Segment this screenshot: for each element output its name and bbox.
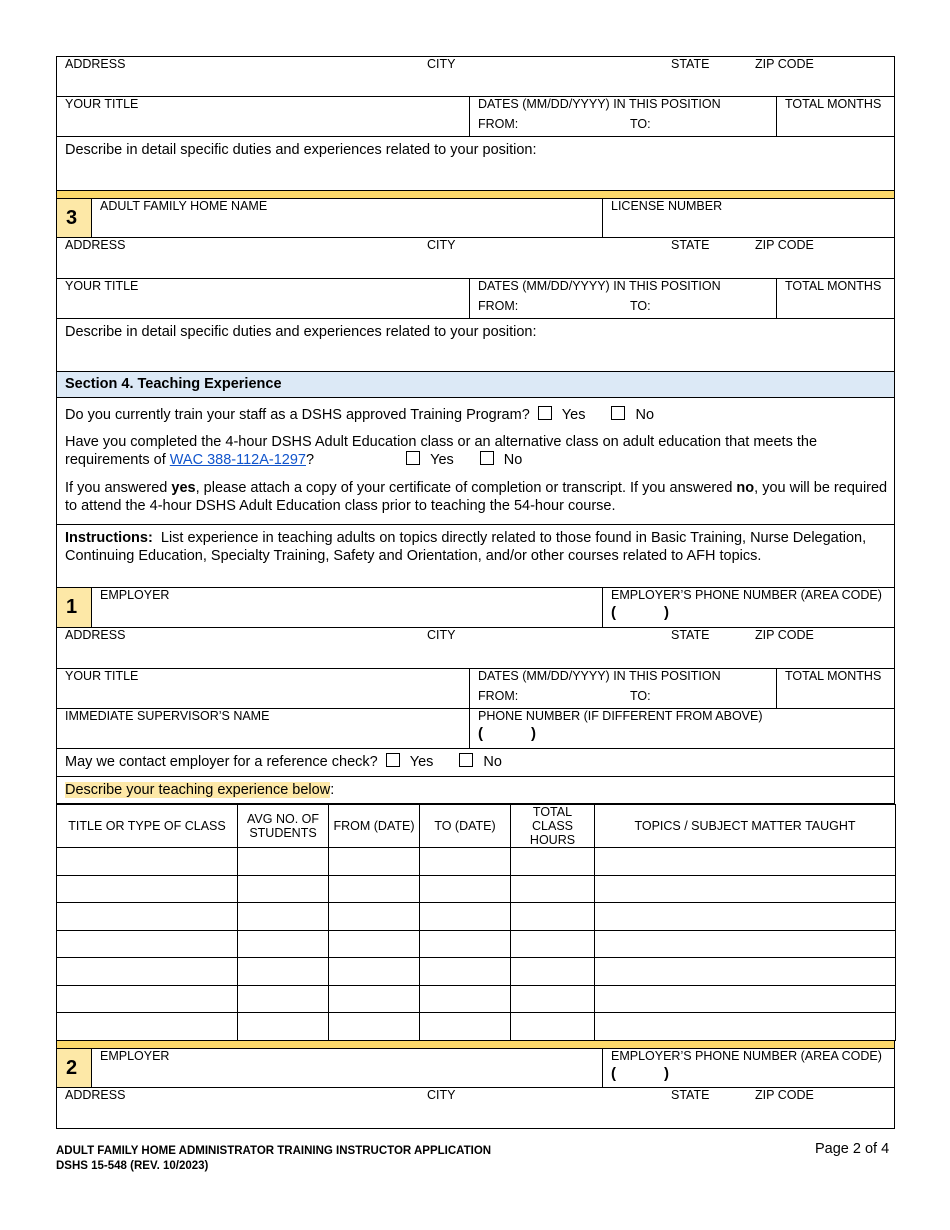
zip-label: ZIP CODE	[755, 1087, 814, 1102]
section-4-questions	[56, 398, 895, 525]
answer-yes: yes	[171, 480, 196, 496]
no-label: No	[503, 452, 523, 468]
dates-field[interactable]	[469, 669, 776, 708]
employer-phone-field[interactable]	[602, 588, 894, 627]
q-train-staff	[65, 406, 654, 424]
table-cell[interactable]	[329, 958, 420, 986]
table-cell[interactable]	[595, 985, 896, 1013]
dates-label: DATES (MM/DD/YYYY) IN THIS POSITION	[478, 97, 721, 111]
table-cell[interactable]	[595, 958, 896, 986]
col-to-date: TO (DATE)	[420, 805, 511, 848]
emp1-title-row	[56, 669, 895, 709]
your-title-label: YOUR TITLE	[65, 279, 139, 293]
total-months-field[interactable]	[776, 669, 894, 708]
afh-name-label: ADULT FAMILY HOME NAME	[100, 199, 268, 213]
answer-p1: If you answered	[65, 480, 168, 496]
table-cell[interactable]	[57, 958, 238, 986]
table-cell[interactable]	[420, 930, 511, 958]
from-label: FROM:	[478, 689, 519, 703]
address-label: ADDRESS	[65, 238, 126, 252]
reference-check-row	[56, 749, 895, 777]
emp2-address-row[interactable]	[56, 1088, 895, 1129]
answer-no: no	[736, 480, 755, 496]
emp1-supervisor-row	[56, 709, 895, 749]
table-cell[interactable]	[595, 903, 896, 931]
table-cell[interactable]	[238, 930, 329, 958]
employer-label: EMPLOYER	[100, 588, 170, 602]
table-cell[interactable]	[57, 985, 238, 1013]
supervisor-name-label: IMMEDIATE SUPERVISOR’S NAME	[65, 709, 270, 723]
col-title-class: TITLE OR TYPE OF CLASS	[57, 805, 238, 848]
entry-number-3: 3	[57, 199, 92, 237]
answer-p2: , please attach a copy of your certificate of completion or transcript. If you answered	[195, 480, 733, 496]
zip-label: ZIP CODE	[755, 628, 814, 642]
table-cell[interactable]	[420, 1013, 511, 1041]
describe-teaching	[65, 781, 334, 799]
afh3-duties-field[interactable]	[56, 319, 895, 372]
table-cell[interactable]	[238, 848, 329, 876]
license-number-field[interactable]	[602, 199, 894, 237]
yes-label: Yes	[430, 452, 454, 468]
q-contact-reference	[65, 753, 502, 771]
supervisor-name-field[interactable]	[57, 709, 469, 748]
from-label: FROM:	[478, 299, 519, 313]
table-cell[interactable]	[511, 1013, 595, 1041]
table-cell[interactable]	[238, 903, 329, 931]
your-title-field[interactable]	[57, 669, 469, 708]
table-cell[interactable]	[238, 985, 329, 1013]
table-row	[57, 985, 896, 1013]
address-label: ADDRESS	[65, 57, 126, 71]
yes-label: Yes	[561, 407, 586, 423]
employer-1-header	[56, 588, 895, 628]
col-total-hours: TOTAL CLASS HOURS	[511, 805, 595, 848]
table-cell[interactable]	[420, 985, 511, 1013]
area-code-open: (	[611, 1064, 616, 1082]
table-cell[interactable]	[511, 903, 595, 931]
instructions-text: List experience in teaching adults on topics directly related to those found in Basic Training, Nurse Delegation, Continuing Education, Specialty Training, Safety and Orientation, and/or other courses related to AFH topics.	[65, 530, 867, 564]
q-contact-text: May we contact employer for a reference check?	[65, 754, 378, 770]
table-cell[interactable]	[238, 1013, 329, 1041]
table-cell[interactable]	[420, 903, 511, 931]
table-row	[57, 1013, 896, 1041]
afh-entry-3-header	[56, 198, 895, 238]
your-title-label: YOUR TITLE	[65, 669, 139, 683]
total-months-label: TOTAL MONTHS	[785, 669, 882, 683]
table-cell[interactable]	[595, 1013, 896, 1041]
no-label: No	[635, 407, 655, 423]
describe-duties-label: Describe in detail specific duties and experiences related to your position:	[65, 142, 537, 158]
employer-2-header	[56, 1048, 895, 1088]
table-cell[interactable]	[511, 875, 595, 903]
table-header-row	[57, 805, 896, 848]
employer-field[interactable]	[92, 1049, 602, 1087]
q-completed-class	[65, 433, 890, 469]
table-cell[interactable]	[329, 930, 420, 958]
table-cell[interactable]	[595, 930, 896, 958]
city-label: CITY	[427, 238, 456, 252]
state-label: STATE	[671, 238, 710, 252]
table-cell[interactable]	[57, 848, 238, 876]
no-label: No	[483, 754, 502, 770]
table-row	[57, 958, 896, 986]
entry-number-2: 2	[57, 1049, 92, 1087]
table-cell[interactable]	[420, 958, 511, 986]
describe-duties-label: Describe in detail specific duties and experiences related to your position:	[65, 324, 537, 340]
divider-bar	[56, 1041, 895, 1048]
answer-p3: , you will be required to attend the 4-hour DSHS Adult Education class prior to teaching the 54-hour course.	[65, 480, 888, 514]
emp1-address-row[interactable]	[56, 628, 895, 669]
page-number: Page 2 of 4	[815, 1141, 890, 1157]
dates-label: DATES (MM/DD/YYYY) IN THIS POSITION	[478, 669, 721, 683]
table-cell[interactable]	[57, 903, 238, 931]
to-label: TO:	[630, 299, 651, 313]
q-completed-text: Have you completed the 4-hour DSHS Adult Education class or an alternative class on adult education that meets the requirements of	[65, 434, 818, 468]
table-cell[interactable]	[329, 1013, 420, 1041]
table-cell[interactable]	[420, 875, 511, 903]
col-avg-students: AVG NO. OF STUDENTS	[238, 805, 329, 848]
section-4-title: Section 4. Teaching Experience	[57, 372, 894, 397]
colon: :	[330, 782, 335, 798]
your-title-field[interactable]	[57, 97, 469, 136]
instructions-row	[56, 525, 895, 588]
table-cell[interactable]	[595, 875, 896, 903]
train-staff-no-checkbox[interactable]	[611, 406, 625, 420]
table-cell[interactable]	[57, 1013, 238, 1041]
state-label: STATE	[671, 57, 710, 71]
wac-link[interactable]: WAC 388-112A-1297	[169, 452, 306, 468]
total-months-label: TOTAL MONTHS	[785, 279, 882, 293]
table-cell[interactable]	[329, 903, 420, 931]
city-label: CITY	[427, 57, 456, 71]
zip-label: ZIP CODE	[755, 238, 814, 252]
your-title-label: YOUR TITLE	[65, 97, 139, 111]
employer-field[interactable]	[92, 588, 602, 627]
dates-field[interactable]	[469, 279, 776, 318]
answer-instructions	[65, 479, 890, 515]
employer-phone-field[interactable]	[602, 1049, 894, 1087]
footer-form-number: DSHS 15-548 (REV. 10/2023)	[56, 1160, 209, 1172]
phone-if-different-label: PHONE NUMBER (IF DIFFERENT FROM ABOVE)	[478, 709, 763, 723]
table-row	[57, 875, 896, 903]
address-label: ADDRESS	[65, 1087, 126, 1102]
question-mark: ?	[306, 452, 315, 468]
table-row	[57, 903, 896, 931]
table-row	[57, 848, 896, 876]
area-code-close: )	[664, 1064, 669, 1082]
table-cell[interactable]	[511, 985, 595, 1013]
describe-teaching-label: Describe your teaching experience below	[65, 782, 331, 798]
afh3-address-row[interactable]	[56, 238, 895, 279]
table-cell[interactable]	[57, 875, 238, 903]
table-cell[interactable]	[595, 848, 896, 876]
city-label: CITY	[427, 628, 456, 642]
table-cell[interactable]	[57, 930, 238, 958]
table-cell[interactable]	[420, 848, 511, 876]
section-4-header	[56, 372, 895, 398]
area-code-close: )	[531, 725, 536, 742]
employer-phone-label: EMPLOYER’S PHONE NUMBER (AREA CODE)	[611, 1048, 882, 1063]
table-cell[interactable]	[238, 958, 329, 986]
col-topics: TOPICS / SUBJECT MATTER TAUGHT	[595, 805, 896, 848]
divider-bar	[56, 191, 895, 198]
to-label: TO:	[630, 689, 651, 703]
supervisor-phone-field[interactable]	[469, 709, 894, 748]
footer-form-info	[56, 1144, 491, 1174]
col-from-date: FROM (DATE)	[329, 805, 420, 848]
table-cell[interactable]	[329, 875, 420, 903]
reference-no-checkbox[interactable]	[459, 753, 473, 767]
afh3-title-row	[56, 279, 895, 319]
instructions-label: Instructions:	[65, 530, 153, 546]
license-number-label: LICENSE NUMBER	[611, 199, 723, 213]
to-label: TO:	[630, 117, 651, 131]
table-cell[interactable]	[329, 985, 420, 1013]
dates-label: DATES (MM/DD/YYYY) IN THIS POSITION	[478, 279, 721, 293]
table-cell[interactable]	[511, 958, 595, 986]
zip-label: ZIP CODE	[755, 57, 814, 71]
from-label: FROM:	[478, 117, 519, 131]
teaching-experience-table	[56, 804, 896, 1041]
your-title-field[interactable]	[57, 279, 469, 318]
table-body	[57, 848, 896, 1041]
table-row	[57, 930, 896, 958]
entry-number-1: 1	[57, 588, 92, 627]
state-label: STATE	[671, 1087, 710, 1102]
table-cell[interactable]	[238, 875, 329, 903]
employer-phone-label: EMPLOYER’S PHONE NUMBER (AREA CODE)	[611, 588, 882, 602]
afh-name-field[interactable]	[92, 199, 602, 237]
q-train-staff-text: Do you currently train your staff as a DSHS approved Training Program?	[65, 407, 530, 423]
table-cell[interactable]	[329, 848, 420, 876]
prev-address-row[interactable]	[56, 56, 895, 97]
area-code-open: (	[478, 725, 483, 742]
table-cell[interactable]	[511, 848, 595, 876]
address-label: ADDRESS	[65, 628, 126, 642]
total-months-field[interactable]	[776, 279, 894, 318]
footer-form-title: ADULT FAMILY HOME ADMINISTRATOR TRAINING INSTRUCTOR APPLICATION	[56, 1145, 492, 1157]
train-staff-yes-checkbox[interactable]	[538, 406, 552, 420]
dates-field[interactable]	[469, 97, 776, 136]
completed-yes-checkbox[interactable]	[406, 451, 420, 465]
prev-duties-field[interactable]	[56, 137, 895, 191]
prev-title-row	[56, 97, 895, 137]
state-label: STATE	[671, 628, 710, 642]
describe-teaching-row	[56, 777, 895, 804]
application-form	[56, 56, 895, 1129]
table-cell[interactable]	[511, 930, 595, 958]
instructions	[65, 529, 890, 565]
total-months-label: TOTAL MONTHS	[785, 97, 882, 111]
city-label: CITY	[427, 1087, 456, 1102]
completed-no-checkbox[interactable]	[480, 451, 494, 465]
area-code-close: )	[664, 604, 669, 621]
yes-label: Yes	[409, 754, 434, 770]
area-code-open: (	[611, 604, 616, 621]
employer-label: EMPLOYER	[100, 1048, 170, 1063]
total-months-field[interactable]	[776, 97, 894, 136]
reference-yes-checkbox[interactable]	[386, 753, 400, 767]
